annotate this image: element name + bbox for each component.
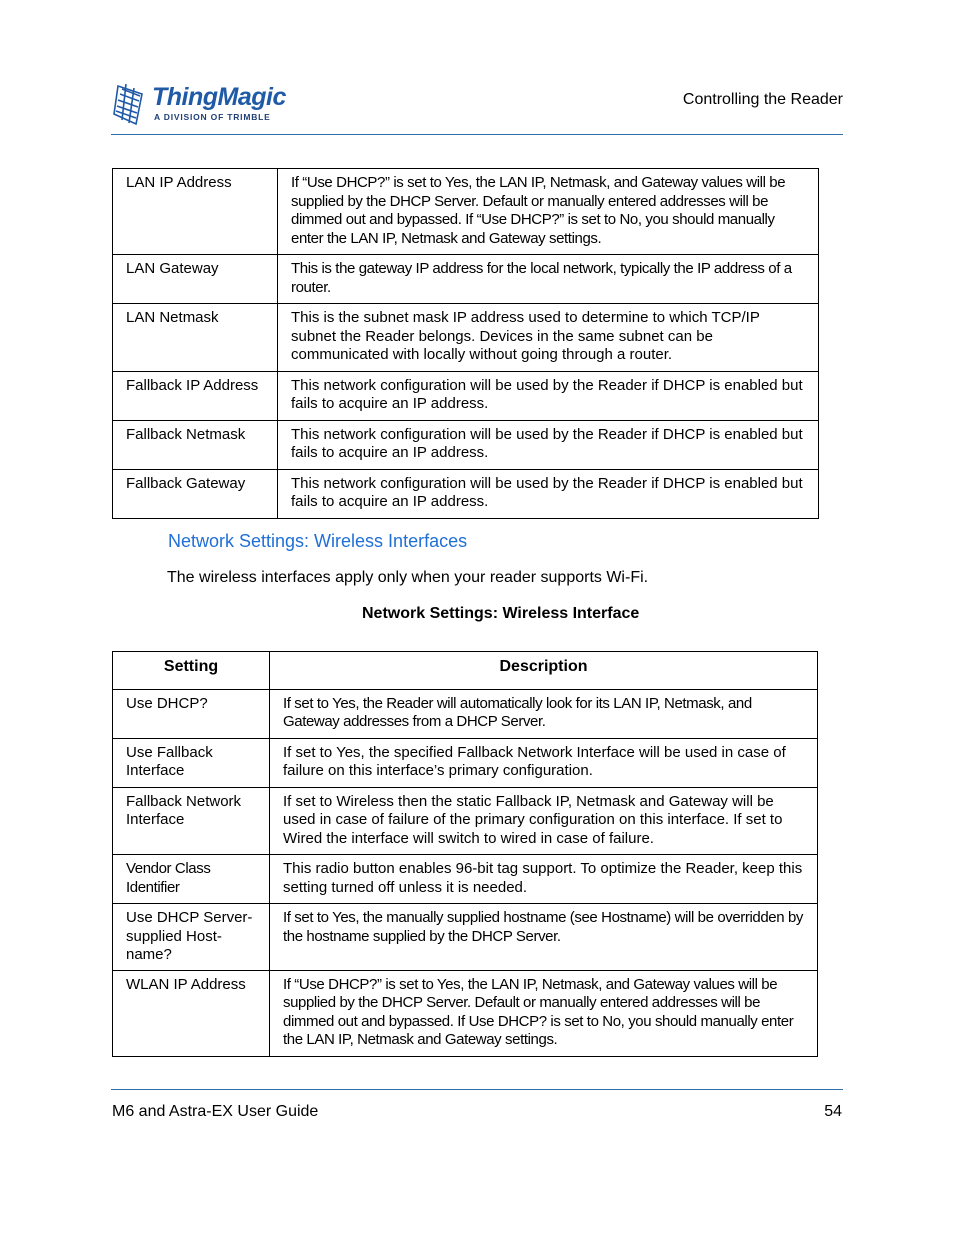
setting-cell: LAN IP Address [113,169,278,255]
setting-cell: LAN Gateway [113,255,278,304]
description-cell: This network configuration will be used by the Reader if DHCP is enabled but fails to acquire an IP address. [278,420,819,469]
thingmagic-logo [112,80,286,128]
description-cell: This radio button enables 96-bit tag support. To optimize the Reader, keep this setting turned off unless it is needed. [270,855,818,904]
header-divider [111,134,843,135]
chapter-title: Controlling the Reader [682,91,843,108]
table-row [113,371,819,420]
setting-cell: Fallback Netmask [113,420,278,469]
description-cell: If set to Wireless then the static Fallback IP, Netmask and Gateway will be used in case of failure of the primary configuration on this interface. If set to Wired the interface will switch to wired in case of failure. [270,787,818,855]
table-row [113,904,818,971]
description-cell: If set to Yes, the manually supplied hostname (see Hostname) will be overridden by the hostname supplied by the DHCP Server. [270,904,818,971]
table-row [113,469,819,518]
footer-divider [111,1089,843,1090]
description-cell: This is the gateway IP address for the local network, typically the IP address of a router. [278,255,819,304]
column-header-setting: Setting [113,652,270,690]
table-row [113,169,819,255]
description-cell: This network configuration will be used by the Reader if DHCP is enabled but fails to acquire an IP address. [278,469,819,518]
table-row [113,855,818,904]
logo-name: ThingMagic [152,83,286,111]
logo-tagline: A DIVISION OF TRIMBLE [154,112,271,122]
setting-cell: Vendor Class Identifier [113,855,270,904]
logo-mark-icon [112,80,150,128]
column-header-description: Description [270,652,818,690]
lan-settings-table [112,168,819,519]
setting-cell: Use DHCP Server- supplied Host- name? [113,904,270,971]
table-row [113,689,818,738]
section-heading: Network Settings: Wireless Interfaces [168,531,468,551]
description-cell: This is the subnet mask IP address used to determine to which TCP/IP subnet the Reader belongs. Devices in the same subnet can be communicated with locally without going through a router. [278,304,819,372]
table-row [113,787,818,855]
wireless-settings-table [112,651,818,1057]
table-header-row [113,652,818,690]
setting-cell: Fallback Gateway [113,469,278,518]
table-row [113,970,818,1056]
table-row [113,255,819,304]
setting-cell: WLAN IP Address [113,970,270,1056]
setting-cell: Use Fallback Interface [113,738,270,787]
setting-cell: Fallback Network Interface [113,787,270,855]
table-row [113,420,819,469]
description-cell: This network configuration will be used by the Reader if DHCP is enabled but fails to acquire an IP address. [278,371,819,420]
setting-cell: Fallback IP Address [113,371,278,420]
description-cell: If set to Yes, the specified Fallback Network Interface will be used in case of failure on this interface’s primary configuration. [270,738,818,787]
table-row [113,738,818,787]
setting-cell: Use DHCP? [113,689,270,738]
description-cell: If “Use DHCP?” is set to Yes, the LAN IP, Netmask, and Gateway values will be supplied by the DHCP Server. Default or manually entered addresses will be dimmed out and bypassed. If “Use DHCP?” is set to No, you should manually enter the LAN IP, Netmask and Gateway settings. [278,169,819,255]
description-cell: If set to Yes, the Reader will automatically look for its LAN IP, Netmask, and Gateway addresses from a DHCP Server. [270,689,818,738]
body-paragraph: The wireless interfaces apply only when your reader supports Wi-Fi. [167,569,649,586]
table-caption: Network Settings: Wireless Interface [362,605,640,622]
table-row [113,304,819,372]
setting-cell: LAN Netmask [113,304,278,372]
page-number: 54 [824,1103,842,1120]
footer-guide-title: M6 and Astra-EX User Guide [112,1103,319,1120]
description-cell: If “Use DHCP?” is set to Yes, the LAN IP, Netmask, and Gateway values will be supplied by the DHCP Server. Default or manually entered addresses will be dimmed out and bypassed. If Use DHCP? is set to No, you should manually enter the LAN IP, Netmask and Gateway settings. [270,970,818,1056]
